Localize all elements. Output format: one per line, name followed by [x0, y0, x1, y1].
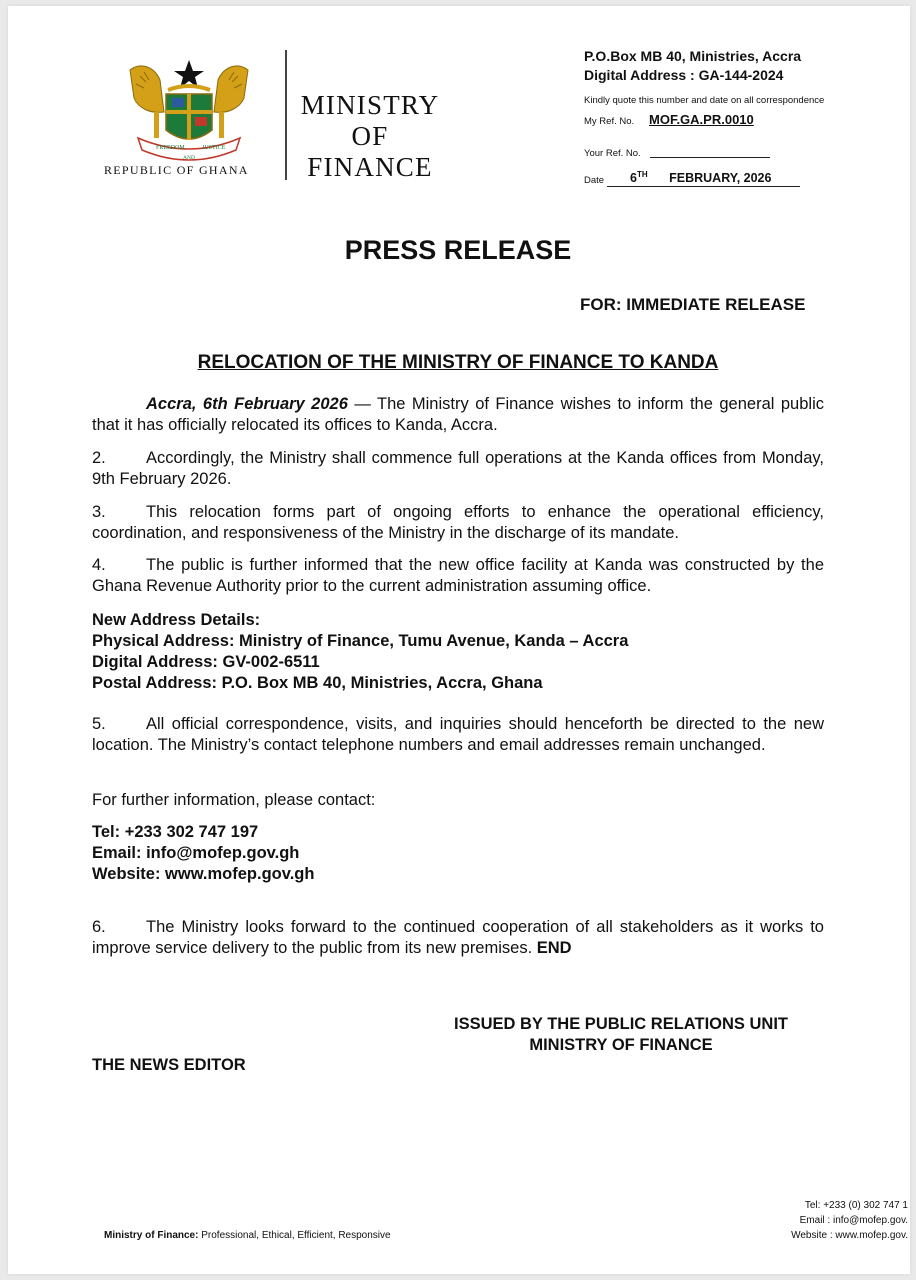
paragraph-6-number: 6. — [92, 918, 106, 936]
date-label: Date — [584, 175, 605, 186]
footer-email: Email : info@mofep.gov. — [799, 1215, 908, 1226]
paragraph-5-text: All official correspondence, visits, and inquiries should henceforth be directed to the new location. The Ministry’s contact telephone numbers and email addresses remain unchanged. — [92, 715, 824, 754]
paragraph-3-text: This relocation forms part of ongoing efforts to enhance the operational efficiency, coordination, and responsiveness of the Ministry in the discharge of its mandate. — [92, 503, 824, 542]
paragraph-1-text: — The Ministry of Finance wishes to inform the general public that it has officially relocated its offices to Kanda, Accra. — [92, 395, 824, 434]
date-value — [630, 170, 771, 185]
address-block — [92, 610, 628, 694]
address-heading: New Address Details: — [92, 611, 261, 629]
motto-right-text: JUSTICE — [202, 145, 226, 151]
paragraph-2 — [92, 448, 824, 490]
ministry-line-2: OF — [351, 121, 389, 151]
footer-tel: Tel: +233 (0) 302 747 1 — [804, 1200, 908, 1211]
issued-by: ISSUED BY THE PUBLIC RELATIONS UNIT — [454, 1015, 788, 1033]
end-marker: END — [536, 939, 572, 957]
contact-intro: For further information, please contact: — [92, 791, 376, 809]
republic-label: REPUBLIC OF GHANA — [104, 163, 249, 177]
ministry-line-1: MINISTRY — [300, 90, 440, 120]
paragraph-1 — [92, 394, 824, 436]
paragraph-3-number: 3. — [92, 503, 106, 521]
paragraph-2-text: Accordingly, the Ministry shall commence full operations at the Kanda offices from Monday, 9th February 2026. — [92, 449, 824, 488]
your-ref-label: Your Ref. No. — [584, 148, 641, 159]
date-underline — [607, 186, 800, 187]
po-box: P.O.Box MB 40, Ministries, Accra — [584, 48, 802, 64]
date-day: 6 — [630, 171, 637, 186]
contact-block — [92, 822, 314, 885]
contact-tel: Tel: +233 302 747 197 — [92, 823, 259, 841]
footer-motto-text: Professional, Ethical, Efficient, Responsive — [198, 1230, 391, 1241]
ministry-line-3: FINANCE — [307, 152, 433, 182]
your-ref-line — [650, 157, 770, 158]
my-ref-label: My Ref. No. — [584, 116, 635, 127]
footer-motto — [104, 1230, 391, 1241]
contact-email: Email: info@mofep.gov.gh — [92, 844, 300, 862]
date-rest: FEBRUARY, 2026 — [669, 171, 772, 186]
paragraph-2-number: 2. — [92, 449, 106, 467]
coat-of-arms-icon — [120, 52, 258, 168]
contact-website: Website: www.mofep.gov.gh — [92, 865, 315, 883]
date-sup: TH — [636, 170, 648, 179]
digital-address: Digital Address: GV-002-6511 — [92, 653, 320, 671]
motto-and-text: AND — [183, 155, 195, 161]
footer-contacts — [728, 1198, 908, 1243]
postal-address: Postal Address: P.O. Box MB 40, Ministries, Accra, Ghana — [92, 674, 543, 692]
physical-address: Physical Address: Ministry of Finance, Tumu Avenue, Kanda – Accra — [92, 632, 629, 650]
paragraph-4 — [92, 555, 824, 597]
issued-block — [408, 1014, 834, 1056]
paragraph-6 — [92, 917, 824, 959]
paragraph-4-text: The public is further informed that the new office facility at Kanda was constructed by the Ghana Revenue Authority prior to the current administration assuming office. — [92, 556, 824, 595]
footer-website: Website : www.mofep.gov. — [791, 1230, 908, 1241]
release-tag: FOR: IMMEDIATE RELEASE — [580, 295, 806, 314]
headline: RELOCATION OF THE MINISTRY OF FINANCE TO KANDA — [197, 352, 719, 373]
dateline: Accra, 6th February 2026 — [146, 395, 348, 413]
motto-left-text: FREEDOM — [156, 145, 185, 151]
my-ref-value: MOF.GA.PR.0010 — [649, 112, 754, 127]
issued-org: MINISTRY OF FINANCE — [529, 1036, 713, 1054]
paragraph-5-number: 5. — [92, 715, 106, 733]
paragraph-6-text: The Ministry looks forward to the continued cooperation of all stakeholders as it works to improve service delivery to the public from its new premises. — [92, 918, 824, 957]
header-divider — [285, 50, 287, 180]
paragraph-3 — [92, 502, 824, 544]
paragraph-5 — [92, 714, 824, 756]
footer-motto-label: Ministry of Finance: — [104, 1230, 199, 1241]
page-title: PRESS RELEASE — [344, 235, 572, 265]
digital-address-header: Digital Address : GA-144-2024 — [584, 67, 784, 83]
paragraph-4-number: 4. — [92, 556, 106, 574]
addressee: THE NEWS EDITOR — [92, 1056, 246, 1074]
quote-note: Kindly quote this number and date on all correspondence — [584, 95, 825, 106]
